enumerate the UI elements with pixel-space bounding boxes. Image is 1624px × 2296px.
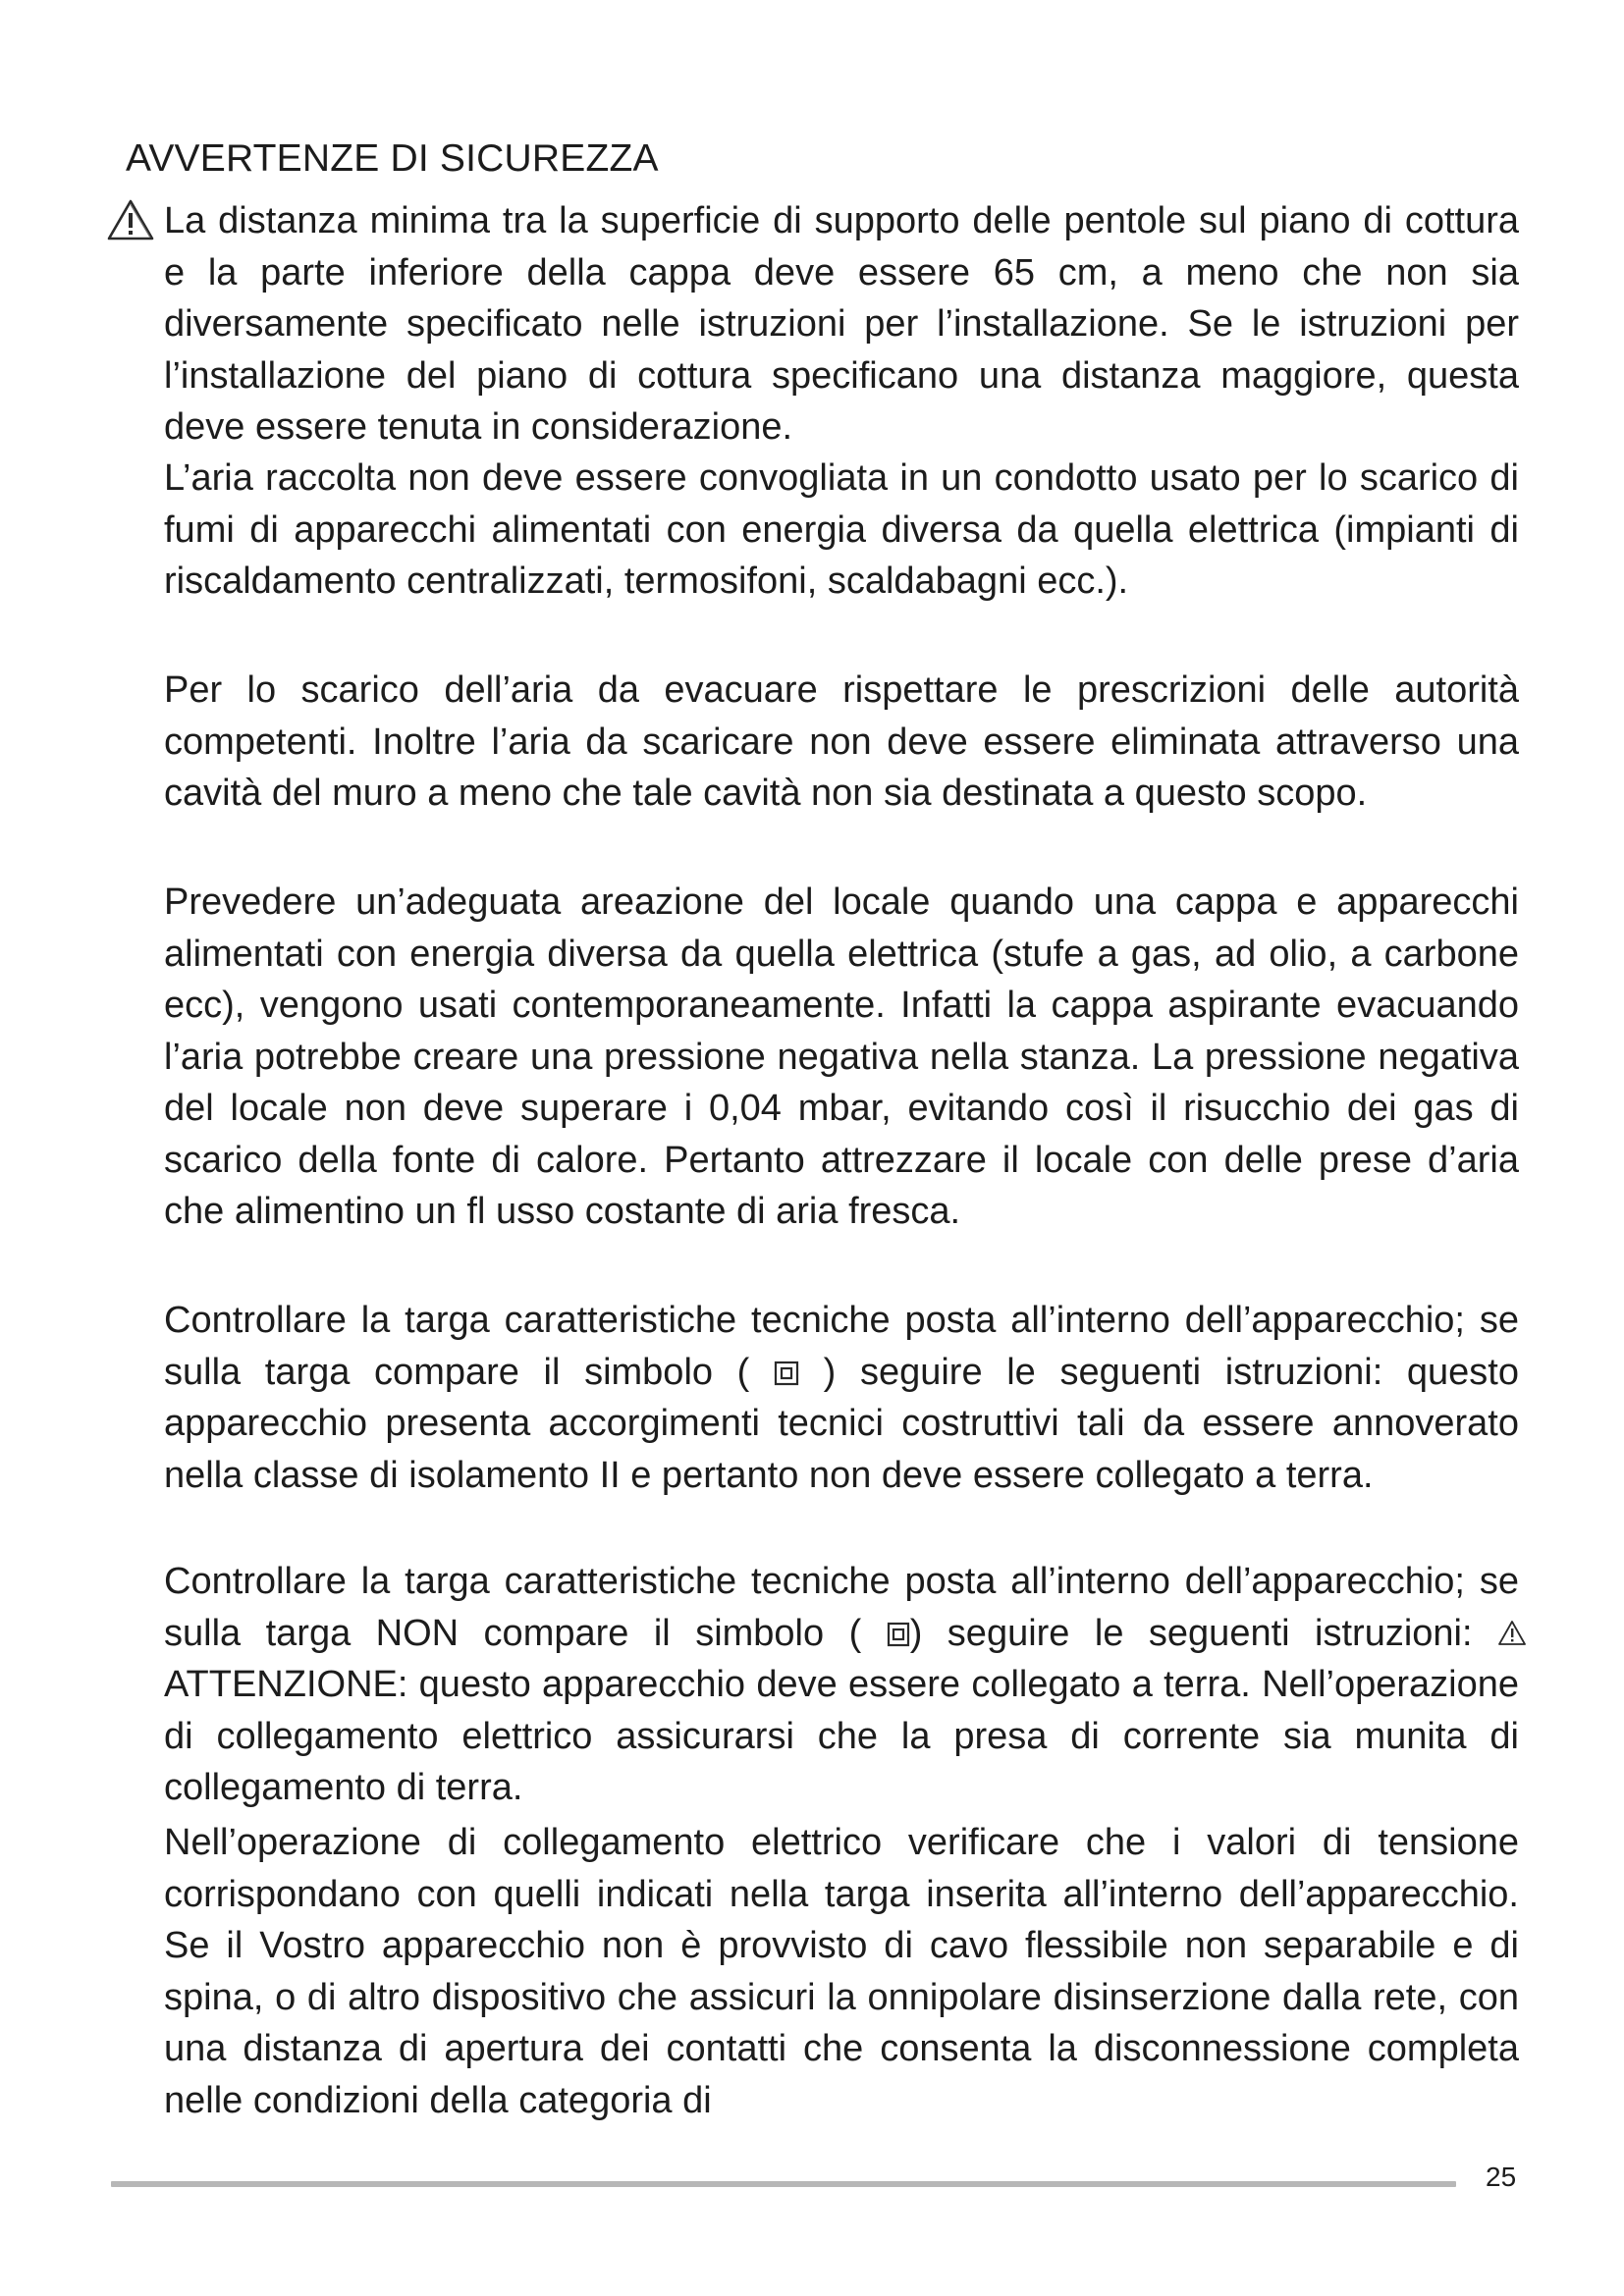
text-run: Controllare la targa caratteristiche tecniche posta all’interno dell’apparecchio; se sulla targa compare il simbolo ( xyxy=(164,1300,1519,1393)
section-heading: AVVERTENZE DI SICUREZZA xyxy=(126,137,659,180)
paragraph-text xyxy=(164,1556,1519,1814)
warning-triangle-icon xyxy=(1497,1620,1527,1646)
footer-rule xyxy=(111,2181,1456,2187)
text-run: ) seguire le seguenti istruzioni: questo apparecchio presenta accorgimenti tecnici costruttivi tali da essere annoverato nella classe di isolamento II e pertanto non deve essere collegato a terra. xyxy=(164,1351,1519,1496)
page-number: 25 xyxy=(1486,2162,1517,2192)
paragraph-earthing xyxy=(164,1556,1519,1814)
paragraph-text: Prevedere un’adeguata areazione del locale quando una cappa e apparecchi alimentati con energia diversa da quella elettrica (stufe a gas, ad olio, a carbone ecc), vengono usati contemporaneamente. Infatti la cappa aspirante evacuando l’aria potrebbe creare una pressione negativa nella stanza. La pressione negativa del locale non deve superare i 0,04 mbar, evitando così il risucchio dei gas di scarico della fonte di calore. Pertanto attrezzare il locale con delle prese d’aria che alimentino un fl usso costante di aria fresca. xyxy=(164,881,1519,1232)
warning-triangle-icon xyxy=(106,198,155,241)
paragraph-air-exhaust xyxy=(164,665,1519,820)
text-run: ) seguire le seguenti istruzioni: xyxy=(909,1612,1473,1654)
paragraph-text: L’aria raccolta non deve essere convogliata in un condotto usato per lo scarico di fumi di apparecchi alimentati con energia diversa da quella elettrica (impianti di riscaldamento centralizzati, termosifoni, scaldabagni ecc.). xyxy=(164,457,1519,602)
paragraph-text xyxy=(164,1295,1519,1501)
paragraph-text: La distanza minima tra la superficie di supporto delle pentole sul piano di cottura e la parte inferiore della cappa deve essere 65 cm, a meno che non sia diversamente specificato nelle istruzioni per l’installazione. Se le istruzioni per l’installazione del piano di cottura specificano una distanza maggiore, questa deve essere tenuta in considerazione. xyxy=(164,200,1519,448)
paragraph-ventilation xyxy=(164,877,1519,1238)
paragraph-text: Per lo scarico dell’aria da evacuare rispettare le prescrizioni delle autorità competenti. Inoltre l’aria da scaricare non deve essere eliminata attraverso una cavità del muro a meno che tale cavità non sia destinata a questo scopo. xyxy=(164,669,1519,814)
double-square-icon xyxy=(887,1621,910,1648)
double-square-icon xyxy=(774,1360,799,1387)
paragraph-text: Nell’operazione di collegamento elettrico verificare che i valori di tensione corrispondano con quelli indicati nella targa inserita all’interno dell’apparecchio. Se il Vostro apparecchio non è provvisto di cavo flessibile non separabile e di spina, o di altro dispositivo che assicuri la onnipolare disinserzione dalla rete, con una distanza di apertura dei contatti che consenta la disconnessione completa nelle condizioni della categoria di xyxy=(164,1822,1519,2121)
text-run: ATTENZIONE: questo apparecchio deve essere collegato a terra. Nell’operazione di collegamento elettrico assicurarsi che la presa di corrente sia munita di collegamento di terra. xyxy=(164,1664,1519,1808)
paragraph-min-distance xyxy=(164,195,1519,454)
text-run: Controllare la targa caratteristiche tecniche posta all’interno dell’apparecchio; se sulla targa NON compare il simbolo ( xyxy=(164,1561,1519,1654)
paragraph-air-duct xyxy=(164,453,1519,608)
paragraph-voltage xyxy=(164,1817,1519,2126)
paragraph-class-ii xyxy=(164,1295,1519,1501)
